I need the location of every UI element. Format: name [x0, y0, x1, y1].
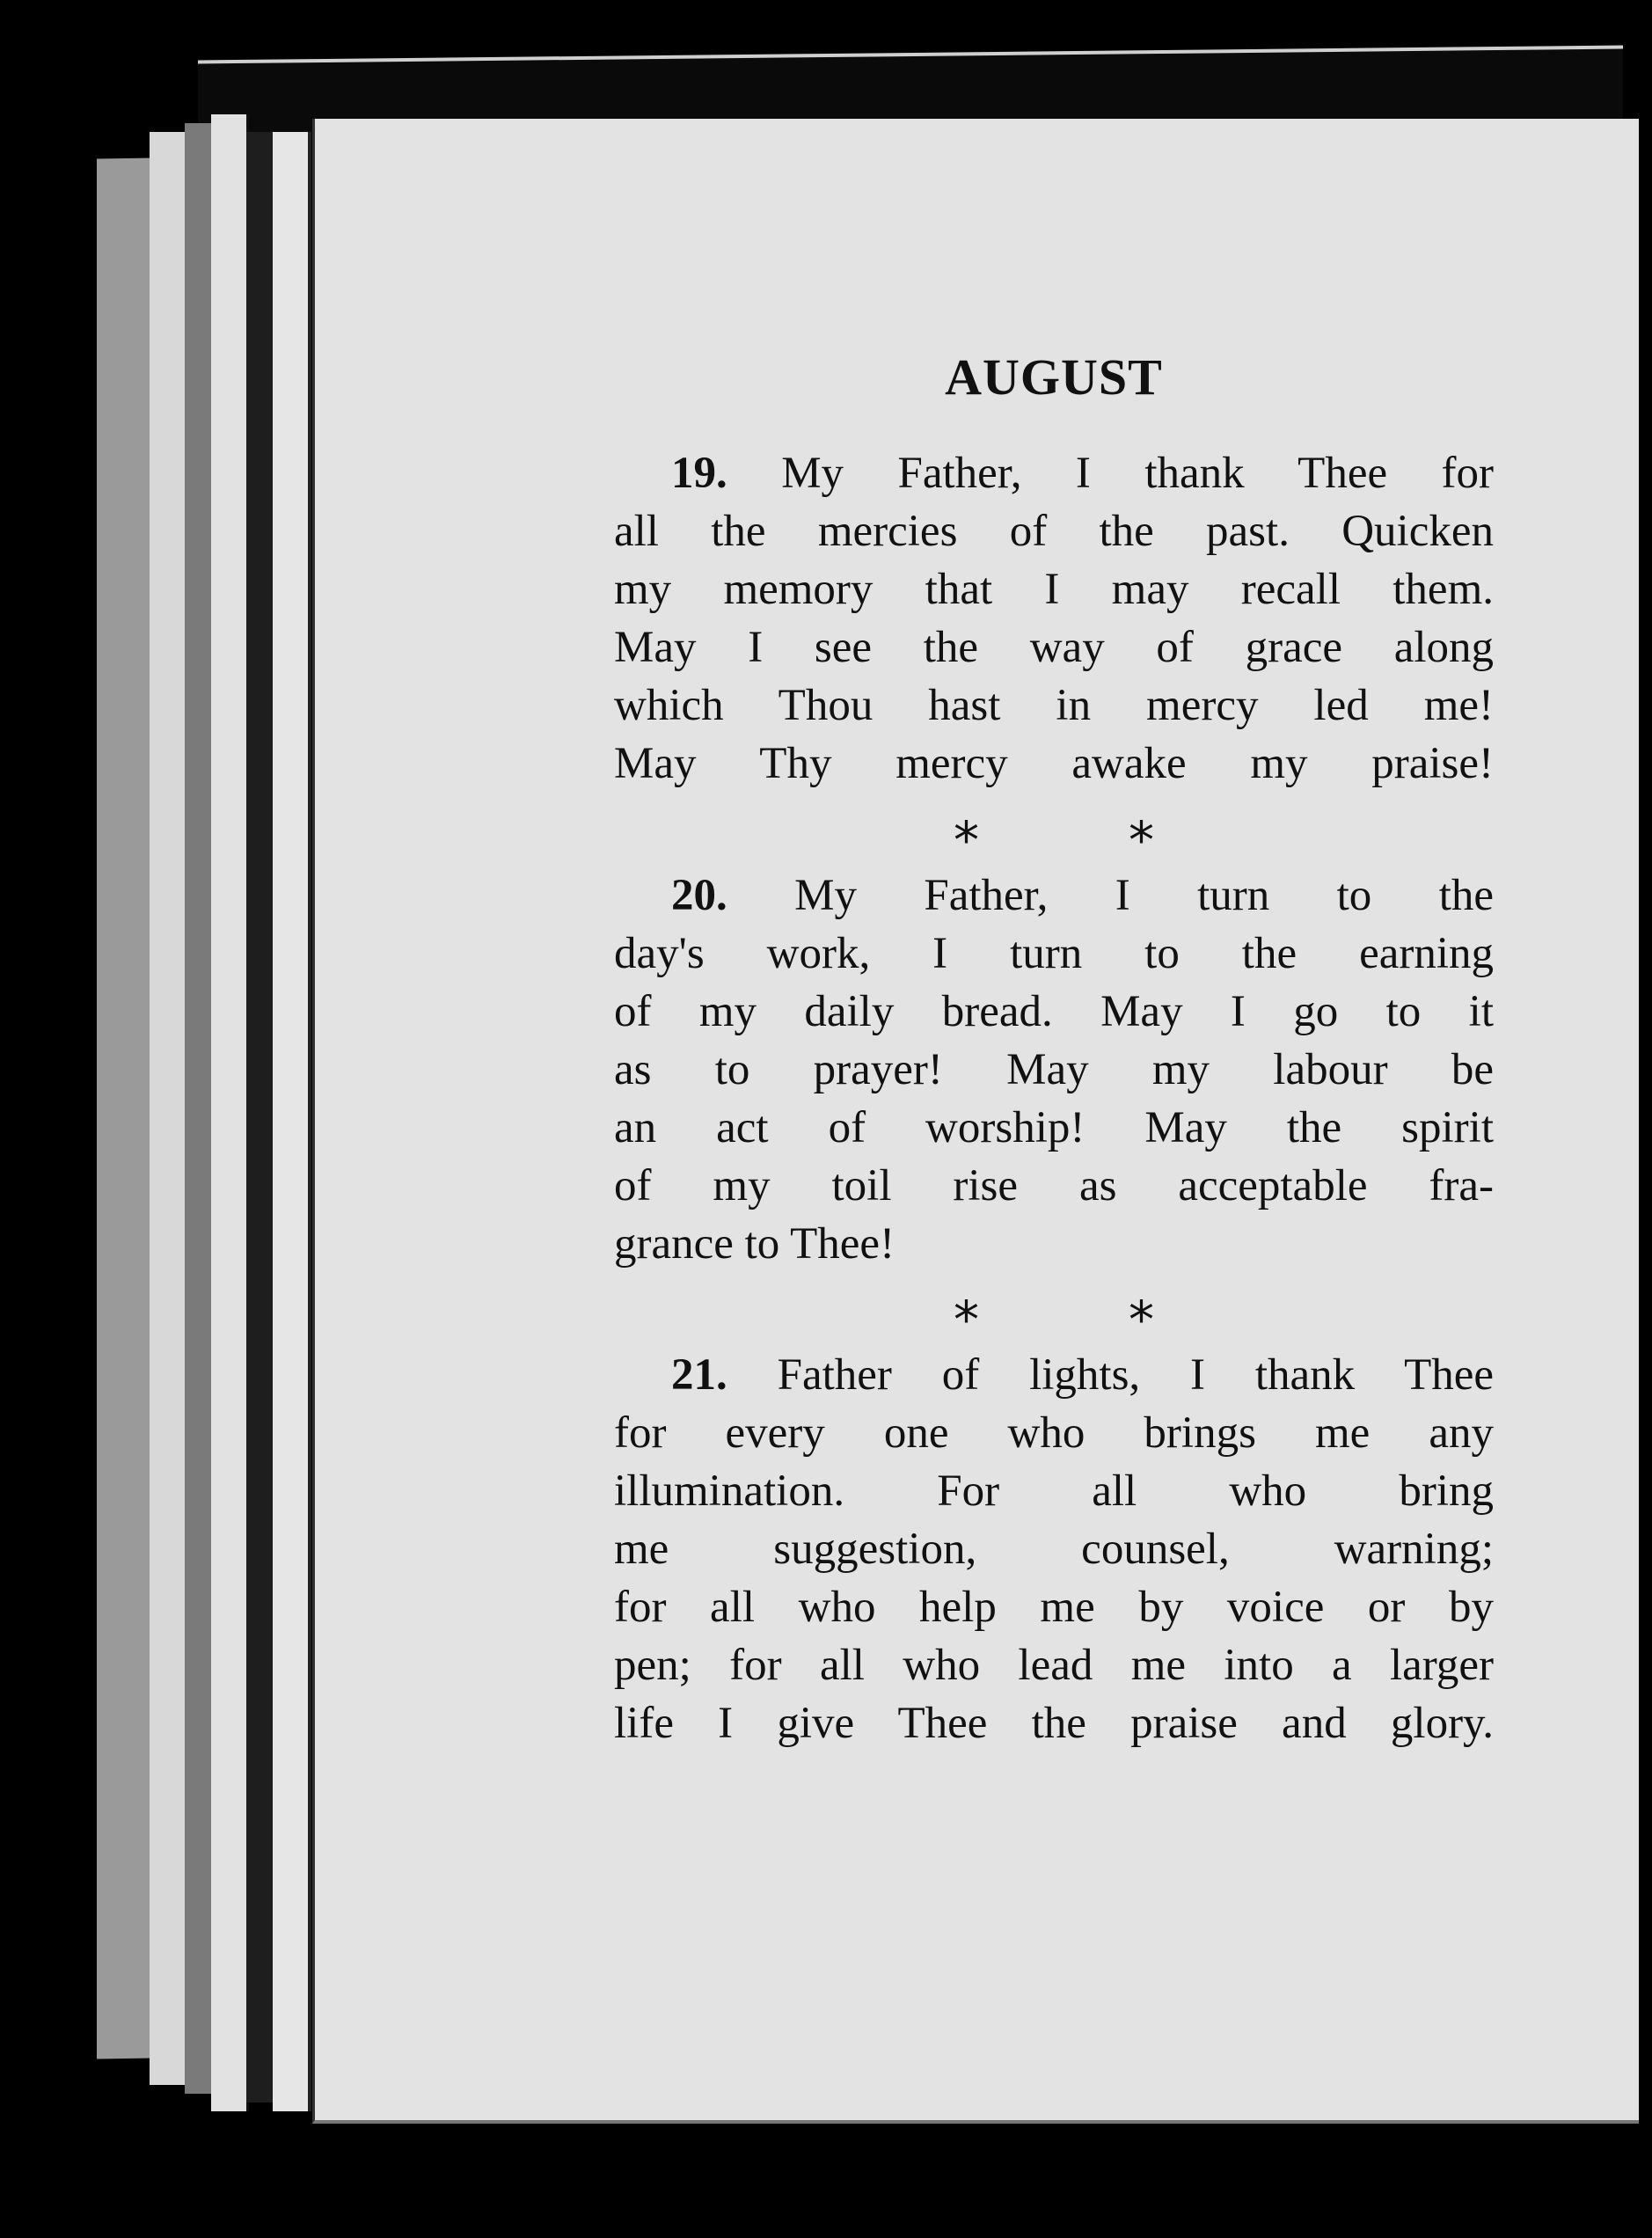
- entry-text: Father of lights, I thank Thee: [777, 1350, 1495, 1400]
- page-edges: [97, 157, 152, 2059]
- entry-text: My Father, I thank Thee for: [781, 449, 1495, 498]
- entry-line: life I give Thee the praise and glory.: [614, 1699, 1494, 1748]
- entry-line: for every one who brings me any: [614, 1408, 1494, 1458]
- asterisk: *: [1129, 1290, 1154, 1349]
- entry-line: [614, 1346, 1494, 1404]
- entry-line: grance to Thee!: [614, 1219, 895, 1269]
- entry-line: illumination. For all who bring: [614, 1466, 1494, 1516]
- entry-21: [614, 1346, 1494, 1752]
- entry-20: [614, 867, 1494, 1273]
- asterisk: *: [954, 810, 979, 870]
- entry-line: which Thou hast in mercy led me!: [614, 681, 1494, 730]
- asterisk-separator: [614, 810, 1494, 870]
- entry-line: of my daily bread. May I go to it: [614, 987, 1494, 1036]
- page-edges: [150, 132, 187, 2085]
- entry-line: day's work, I turn to the earning: [614, 929, 1494, 978]
- entry-line: me suggestion, counsel, warning;: [614, 1525, 1494, 1574]
- entry-line: May I see the way of grace along: [614, 623, 1494, 672]
- page-heading: AUGUST: [945, 348, 1163, 406]
- entry-line: [614, 867, 1494, 925]
- entry-line: for all who help me by voice or by: [614, 1583, 1494, 1632]
- page-edges: [185, 123, 214, 2094]
- entry-19: [614, 444, 1494, 793]
- entry-line: all the mercies of the past. Quicken: [614, 507, 1494, 556]
- entry-line: pen; for all who lead me into a larger: [614, 1641, 1494, 1690]
- page-edges: [273, 132, 311, 2111]
- entry-line: an act of worship! May the spirit: [614, 1103, 1494, 1152]
- entry-line: May Thy mercy awake my praise!: [614, 739, 1494, 788]
- book-page: [312, 119, 1639, 2124]
- entry-number: 20.: [671, 871, 727, 920]
- page-edges: [246, 132, 275, 2103]
- asterisk: *: [954, 1290, 979, 1349]
- entry-text: My Father, I turn to the: [794, 871, 1494, 920]
- entry-line: as to prayer! May my labour be: [614, 1045, 1494, 1094]
- entry-number: 21.: [671, 1350, 727, 1400]
- entry-line: my memory that I may recall them.: [614, 565, 1494, 614]
- entry-line: [614, 444, 1494, 502]
- entry-line: of my toil rise as acceptable fra-: [614, 1161, 1494, 1210]
- asterisk-separator: [614, 1290, 1494, 1349]
- entry-number: 19.: [671, 449, 727, 498]
- page-edges: [211, 114, 249, 2111]
- asterisk: *: [1129, 810, 1154, 870]
